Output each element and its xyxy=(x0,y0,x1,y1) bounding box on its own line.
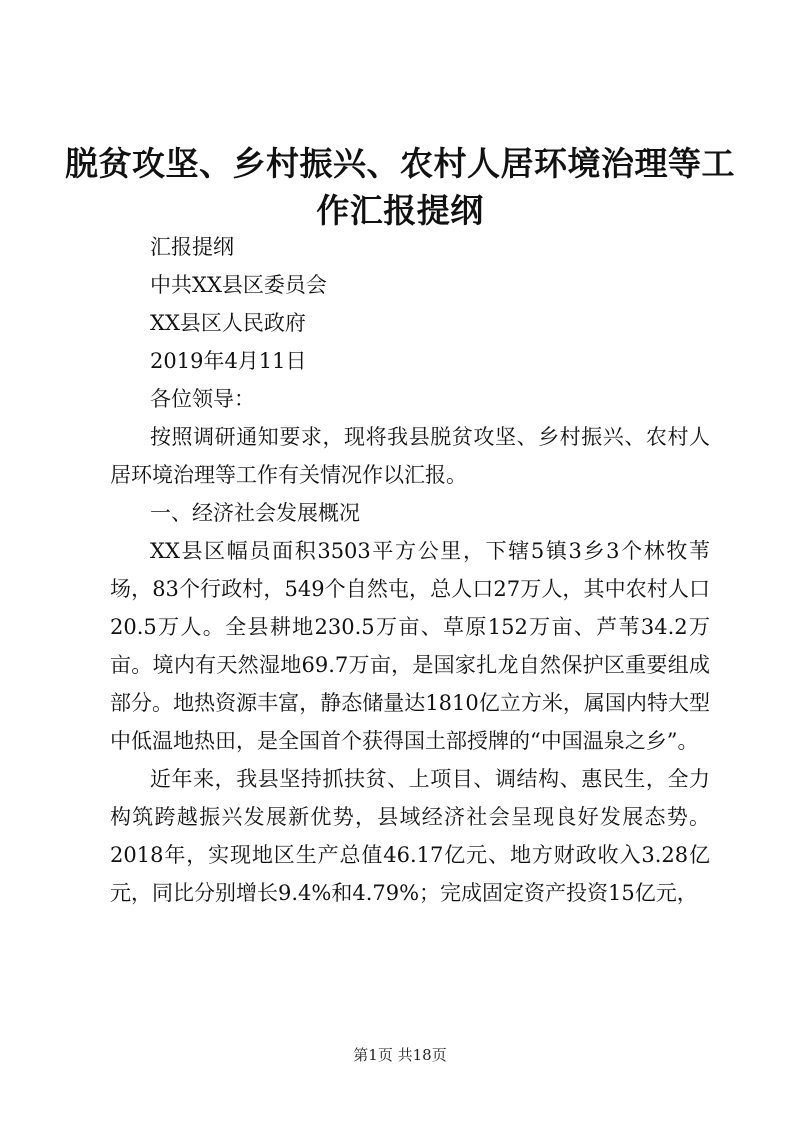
document-title: 脱贫攻坚、乡村振兴、农村人居环境治理等工作汇报提纲 xyxy=(65,144,735,230)
header-line-date: 2019年4月11日 xyxy=(150,349,307,373)
section-heading-economy: 一、经济社会发展概况 xyxy=(150,501,360,525)
header-line-government: XX县区人民政府 xyxy=(150,311,306,335)
paragraph-recent-development: 近年来，我县坚持抓扶贫、上项目、调结构、惠民生，全力构筑跨越振兴发展新优势，县域经济社会呈现良好发展态势。2018年，实现地区生产总值46.17亿元、地方财政收入3.28亿元，同比分别增长9.4%和4.79%；完成固定资产投资15亿元， xyxy=(110,767,710,905)
paragraph-intro: 按照调研通知要求，现将我县脱贫攻坚、乡村振兴、农村人居环境治理等工作有关情况作以汇报。 xyxy=(110,425,710,487)
paragraph-county-overview: XX县区幅员面积3503平方公里，下辖5镇3乡3个林牧苇场，83个行政村，549个自然屯，总人口27万人，其中农村人口20.5万人。全县耕地230.5万亩、草原152万亩、芦苇34.2万亩。境内有天然湿地69.7万亩，是国家扎龙自然保护区重要组成部分。地热资源丰富，静态储量达1810亿立方米，属国内特大型中低温地热田，是全国首个获得国土部授牌的“中国温泉之乡”。 xyxy=(110,539,710,753)
header-line-party-committee: 中共XX县区委员会 xyxy=(150,273,327,297)
header-line-report-outline: 汇报提纲 xyxy=(150,235,234,259)
document-body xyxy=(110,228,710,912)
header-line-salutation: 各位领导： xyxy=(150,387,255,411)
page-footer: 第1页 共18页 xyxy=(353,1046,447,1064)
